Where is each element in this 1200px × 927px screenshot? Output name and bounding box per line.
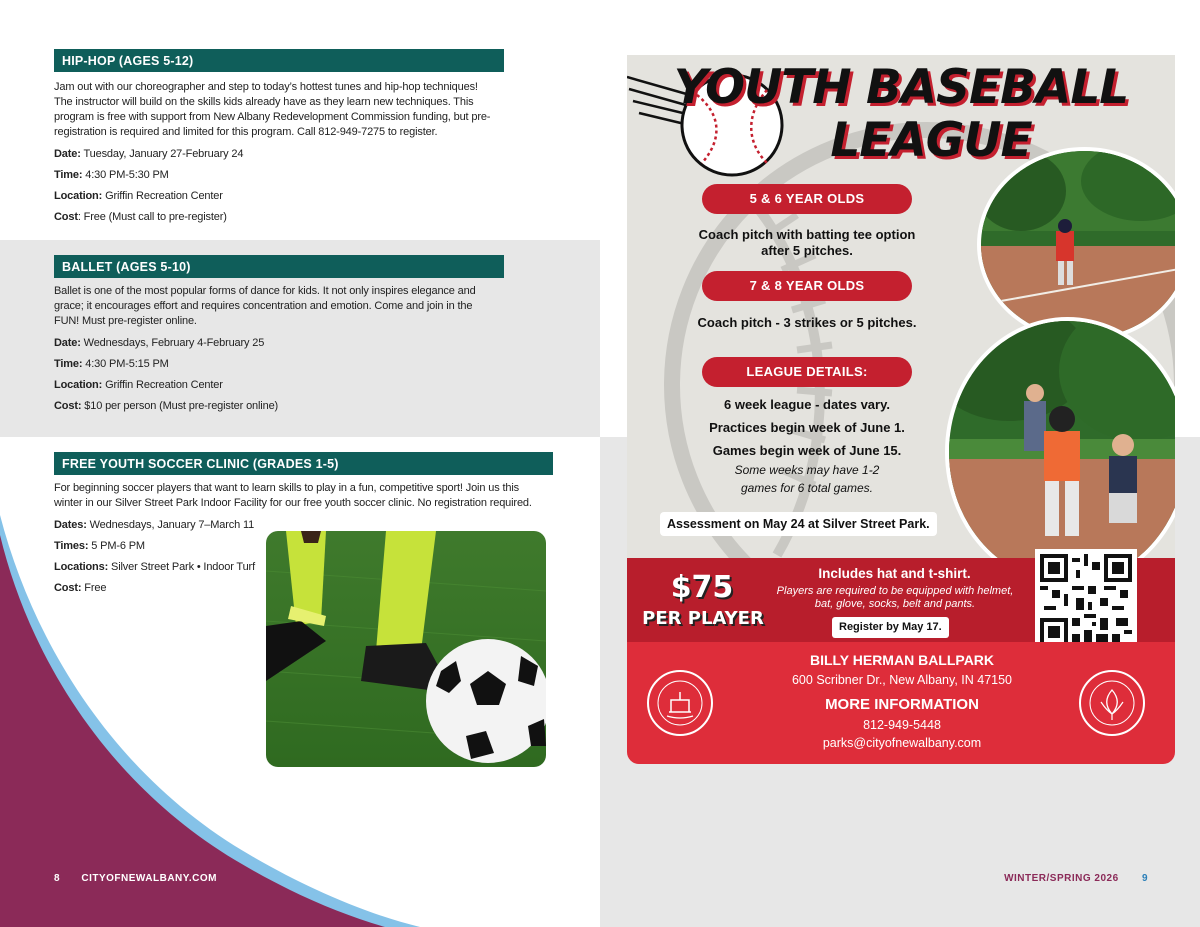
age-group-5-6-label: 5 & 6 YEAR OLDS — [702, 184, 912, 214]
price-amount: $75 — [670, 570, 734, 605]
hiphop-title: HIP-HOP (AGES 5-12) — [54, 49, 504, 72]
ballet-location: Location: Griffin Recreation Center — [54, 379, 223, 391]
flyer-title: YOUTH BASEBALL LEAGUE — [673, 60, 1129, 168]
register-deadline: Register by May 17. — [832, 617, 949, 638]
soccer-photo — [266, 531, 546, 767]
phone-number[interactable]: 812-949-5448 — [863, 718, 941, 732]
price-unit: PER PLAYER — [642, 608, 764, 629]
baseball-photo-runner — [945, 317, 1175, 587]
league-detail-3: Games begin week of June 15. — [712, 443, 902, 458]
hiphop-date: Date: Tuesday, January 27-February 24 — [54, 148, 244, 160]
more-info-heading: MORE INFORMATION — [825, 696, 979, 713]
league-details-label: LEAGUE DETAILS: — [702, 357, 912, 387]
baseball-flyer — [627, 55, 1175, 764]
hiphop-time: Time: 4:30 PM-5:30 PM — [54, 169, 169, 181]
age-group-7-8-label: 7 & 8 YEAR OLDS — [702, 271, 912, 301]
assessment-note: Assessment on May 24 at Silver Street Park. — [660, 512, 937, 536]
hiphop-cost: Cost: Free (Must call to pre-register) — [54, 211, 227, 223]
ballet-time: Time: 4:30 PM-5:15 PM — [54, 358, 169, 370]
soccer-description: For beginning soccer players that want to learn skills to play in a fun, competitive sport! Join us this winter in our Silver Street Park Indoor Facility for our free youth soccer clinic. No registration required. — [54, 482, 532, 509]
left-page-number: 8 — [54, 873, 61, 884]
venue-name: BILLY HERMAN BALLPARK — [809, 652, 995, 668]
email-link[interactable]: parks@cityofnewalbany.com — [822, 736, 982, 750]
site-link[interactable]: CITYOFNEWALBANY.COM — [81, 873, 217, 884]
info-band — [627, 642, 1175, 764]
includes-text: Includes hat and t-shirt. — [818, 566, 971, 581]
right-page-number: 9 — [1141, 873, 1148, 884]
right-footer — [1004, 873, 1148, 884]
ballet-date: Date: Wednesdays, February 4-February 25 — [54, 337, 265, 349]
soccer-time: Times: 5 PM-6 PM — [54, 540, 145, 552]
city-seal-icon — [647, 670, 713, 736]
hiphop-location: Location: Griffin Recreation Center — [54, 190, 223, 202]
left-footer — [54, 873, 217, 884]
soccer-title: FREE YOUTH SOCCER CLINIC (GRADES 1-5) — [54, 452, 553, 475]
soccer-date: Dates: Wednesdays, January 7–March 11 — [54, 519, 255, 531]
age-group-5-6-text: Coach pitch with batting tee option after 5 pitches. — [698, 227, 916, 258]
hiphop-description: Jam out with our choreographer and step to today’s hottest tunes and hip-hop techniques! The instructor will build on the skills kids already have as they learn new techniques. This program is free with support from New Albany Redevelopment Commission funding, but pre-registration is required and limited for this program. Call 812-949-7275 to register. — [54, 81, 491, 138]
league-detail-1: 6 week league - dates vary. — [724, 397, 890, 412]
season-label: WINTER/SPRING 2026 — [1004, 873, 1119, 884]
venue-address: 600 Scribner Dr., New Albany, IN 47150 — [791, 673, 1013, 687]
age-group-7-8-text: Coach pitch - 3 strikes or 5 pitches. — [697, 315, 917, 330]
league-detail-2: Practices begin week of June 1. — [709, 420, 905, 435]
qr-code-icon[interactable] — [1035, 549, 1137, 651]
soccer-location: Locations: Silver Street Park • Indoor Turf — [54, 561, 255, 573]
ballet-title: BALLET (AGES 5-10) — [54, 255, 504, 278]
soccer-cost: Cost: Free — [54, 582, 107, 594]
ballet-description: Ballet is one of the most popular forms of dance for kids. It not only inspires elegance and grace; it encourages effort and requires concentration and emotion. Come and join in the FUN! Must pre-register online. — [54, 285, 476, 327]
league-detail-note: Some weeks may have 1-2 games for 6 total games. — [734, 463, 880, 495]
equipment-text: Players are required to be equipped with helmet, bat, glove, socks, belt and pants. — [776, 585, 1014, 610]
parks-seal-icon — [1079, 670, 1145, 736]
ballet-cost: Cost: $10 per person (Must pre-register online) — [54, 400, 279, 412]
